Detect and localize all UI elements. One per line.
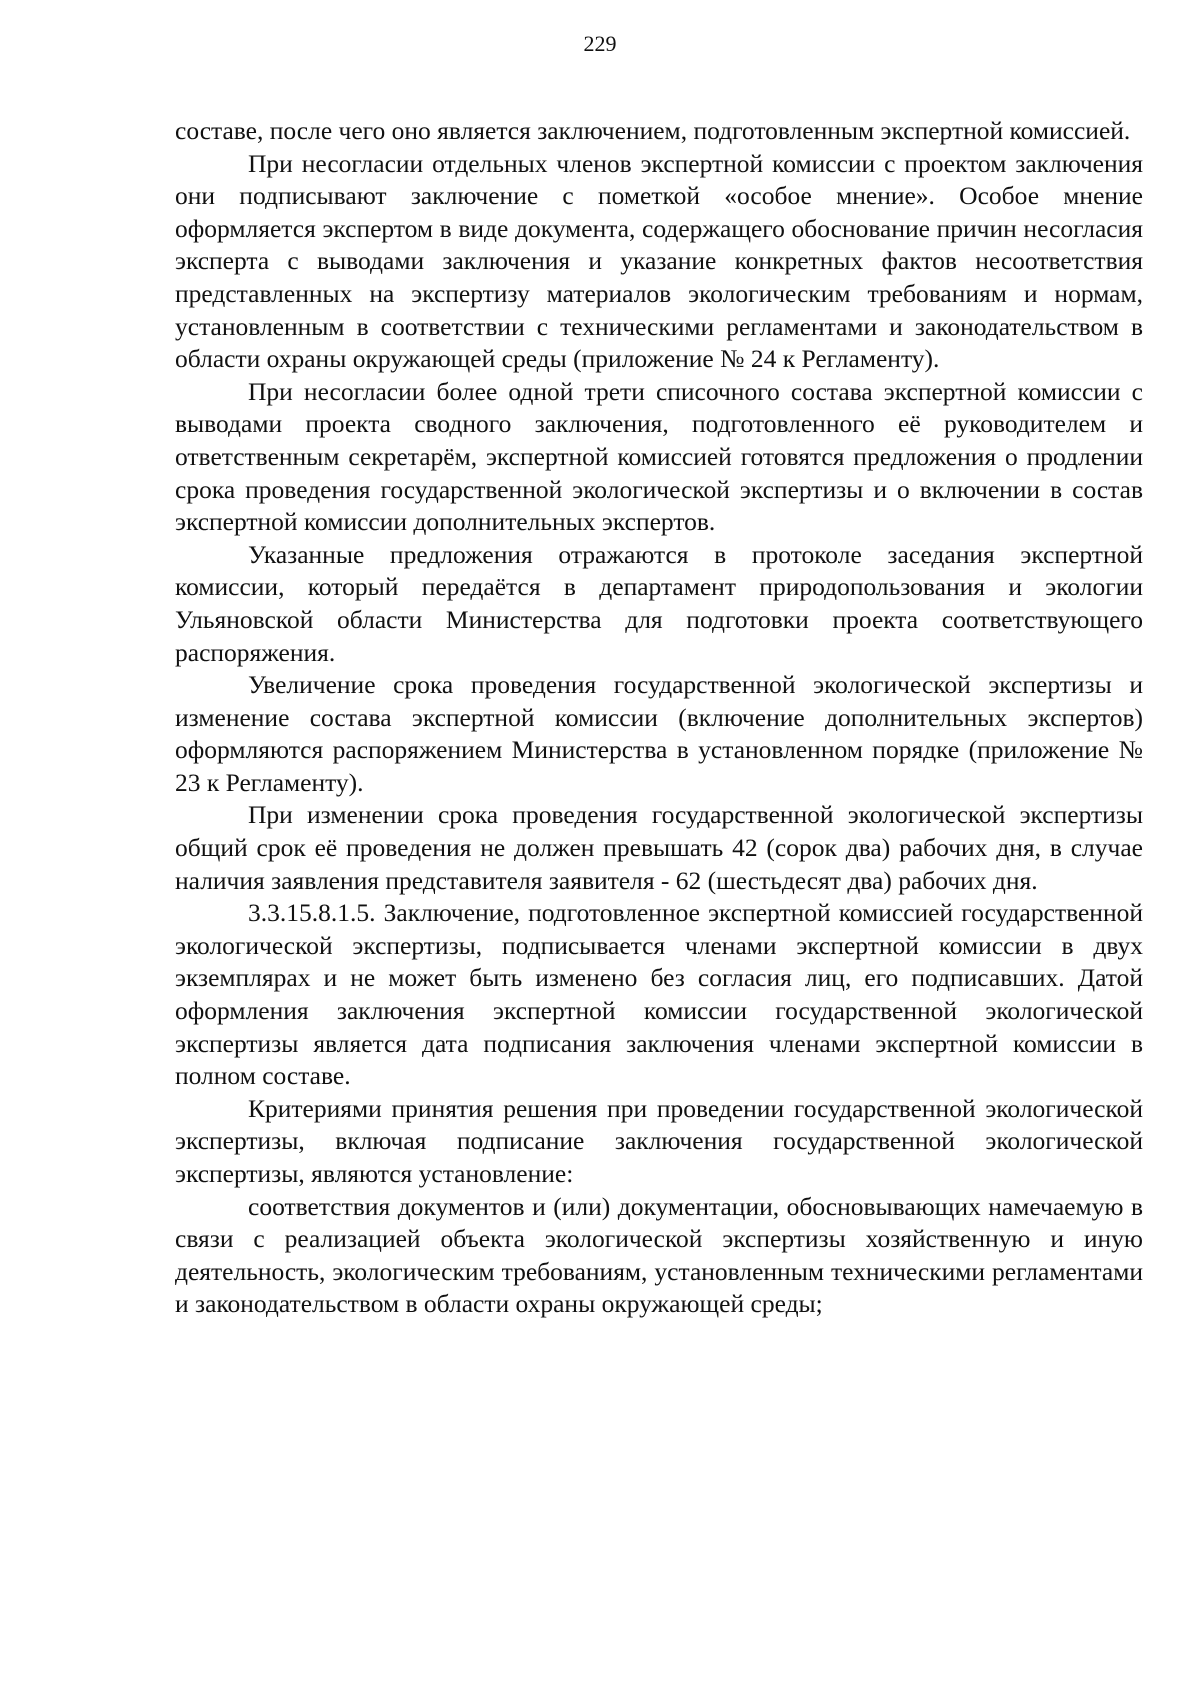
paragraph-decision-criteria: Критериями принятия решения при проведении государственной экологической экспертизы, включая подписание заключения государственной экологической экспертизы, являются установление:: [175, 1093, 1143, 1188]
paragraph-proposals-protocol: Указанные предложения отражаются в протоколе заседания экспертной комиссии, который передаётся в департамент природопользования и экологии Ульяновской области Министерства для подготовки проекта соответствующего распоряжения.: [175, 539, 1143, 667]
paragraph-continuation: составе, после чего оно является заключением, подготовленным экспертной комиссией.: [175, 116, 1131, 145]
paragraph-clause-3-3-15-8-1-5: 3.3.15.8.1.5. Заключение, подготовленное экспертной комиссией государственной экологической экспертизы, подписывается членами экспертной комиссии в двух экземплярах и не может быть изменено без согласия лиц, его подписавших. Датой оформления заключения экспертной комиссии государственной экологической экспертизы является дата подписания заключения членами экспертной комиссии в полном составе.: [175, 898, 1143, 1091]
document-body: [175, 115, 1143, 1321]
paragraph-disagreement-third: При несогласии более одной трети списочного состава экспертной комиссии с выводами проекта сводного заключения, подготовленного её руководителем и ответственным секретарём, экспертной комиссией готовятся предложения о продлении срока проведения государственной экологической экспертизы и о включении в состав экспертной комиссии дополнительных экспертов.: [175, 376, 1143, 537]
paragraph-special-opinion: При несогласии отдельных членов экспертной комиссии с проектом заключения они подписывают заключение с пометкой «особое мнение». Особое мнение оформляется экспертом в виде документа, содержащего обоснование причин несогласия эксперта с выводами заключения и указание конкретных фактов несоответствия представленных на экспертизу материалов экологическим требованиям и нормам, установленным в соответствии с техническими регламентами и законодательством в области охраны окружающей среды (приложение № 24 к Регламенту).: [175, 148, 1143, 374]
paragraph-term-limit: При изменении срока проведения государственной экологической экспертизы общий срок её проведения не должен превышать 42 (сорок два) рабочих дня, в случае наличия заявления представителя заявителя - 62 (шестьдесят два) рабочих дня.: [175, 800, 1143, 895]
page-number: 229: [583, 31, 617, 56]
paragraph-term-extension: Увеличение срока проведения государственной экологической экспертизы и изменение состава экспертной комиссии (включение дополнительных экспертов) оформляются распоряжением Министерства в установленном порядке (приложение № 23 к Регламенту).: [175, 670, 1143, 797]
paragraph-criteria-compliance: соответствия документов и (или) документации, обосновывающих намечаемую в связи с реализацией объекта экологической экспертизы хозяйственную и иную деятельность, экологическим требованиям, установленным техническими регламентами и законодательством в области охраны окружающей среды;: [175, 1191, 1143, 1319]
